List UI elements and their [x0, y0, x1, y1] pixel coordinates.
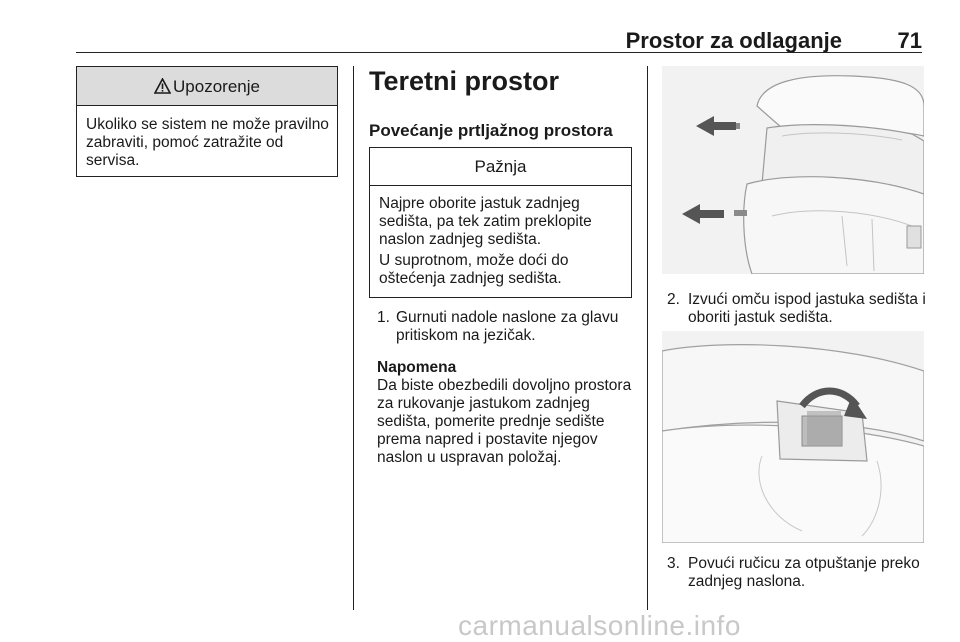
step-3-number: 3. — [667, 555, 680, 572]
page-header-title: Prostor za odlaganje — [625, 28, 842, 53]
page-number: 71 — [897, 28, 922, 53]
warning-header — [77, 67, 337, 106]
header-rule — [76, 52, 922, 53]
warning-box — [76, 66, 338, 177]
caution-paragraph-2: U suprotnom, može doći do oštećenja zadnjeg sedišta. — [379, 252, 569, 287]
column-divider-2 — [647, 66, 648, 610]
headrest-illustration — [662, 66, 924, 274]
warning-text: Ukoliko se sistem ne može pravilno zabraviti, pomoć zatražite od servisa. — [86, 116, 329, 169]
warning-heading: Upozorenje — [173, 77, 260, 96]
watermark-text: carmanualsonline.info — [458, 610, 741, 641]
step-2-number: 2. — [667, 291, 680, 308]
caution-heading: Pažnja — [370, 148, 631, 186]
note-heading: Napomena — [377, 359, 457, 376]
step-3-text: Povući ručicu za otpuštanje preko zadnjeg naslona. — [688, 555, 920, 590]
seat-cushion-illustration — [662, 331, 924, 543]
section-subtitle: Povećanje prtljažnog prostora — [369, 121, 613, 140]
warning-triangle-icon — [154, 69, 171, 109]
note-text: Da biste obezbedili dovoljno prostora za rukovanje jastukom zadnjeg sedišta, pomerite prednje sedište prema napred i postavite njegov naslon u uspravan položaj. — [377, 377, 632, 466]
step-1-text: Gurnuti nadole naslone za glavu pritiskom na jezičak. — [396, 309, 619, 344]
step-1-number: 1. — [377, 309, 390, 326]
column-divider-1 — [353, 66, 354, 610]
section-title: Teretni prostor — [369, 66, 560, 96]
step-2-text: Izvući omču ispod jastuka sedišta i oboriti jastuk sedišta. — [688, 291, 926, 326]
caution-box — [369, 147, 632, 298]
caution-paragraph-1: Najpre oborite jastuk zadnjeg sedišta, pa tek zatim preklopite naslon zadnjeg sedišta. — [379, 195, 592, 248]
